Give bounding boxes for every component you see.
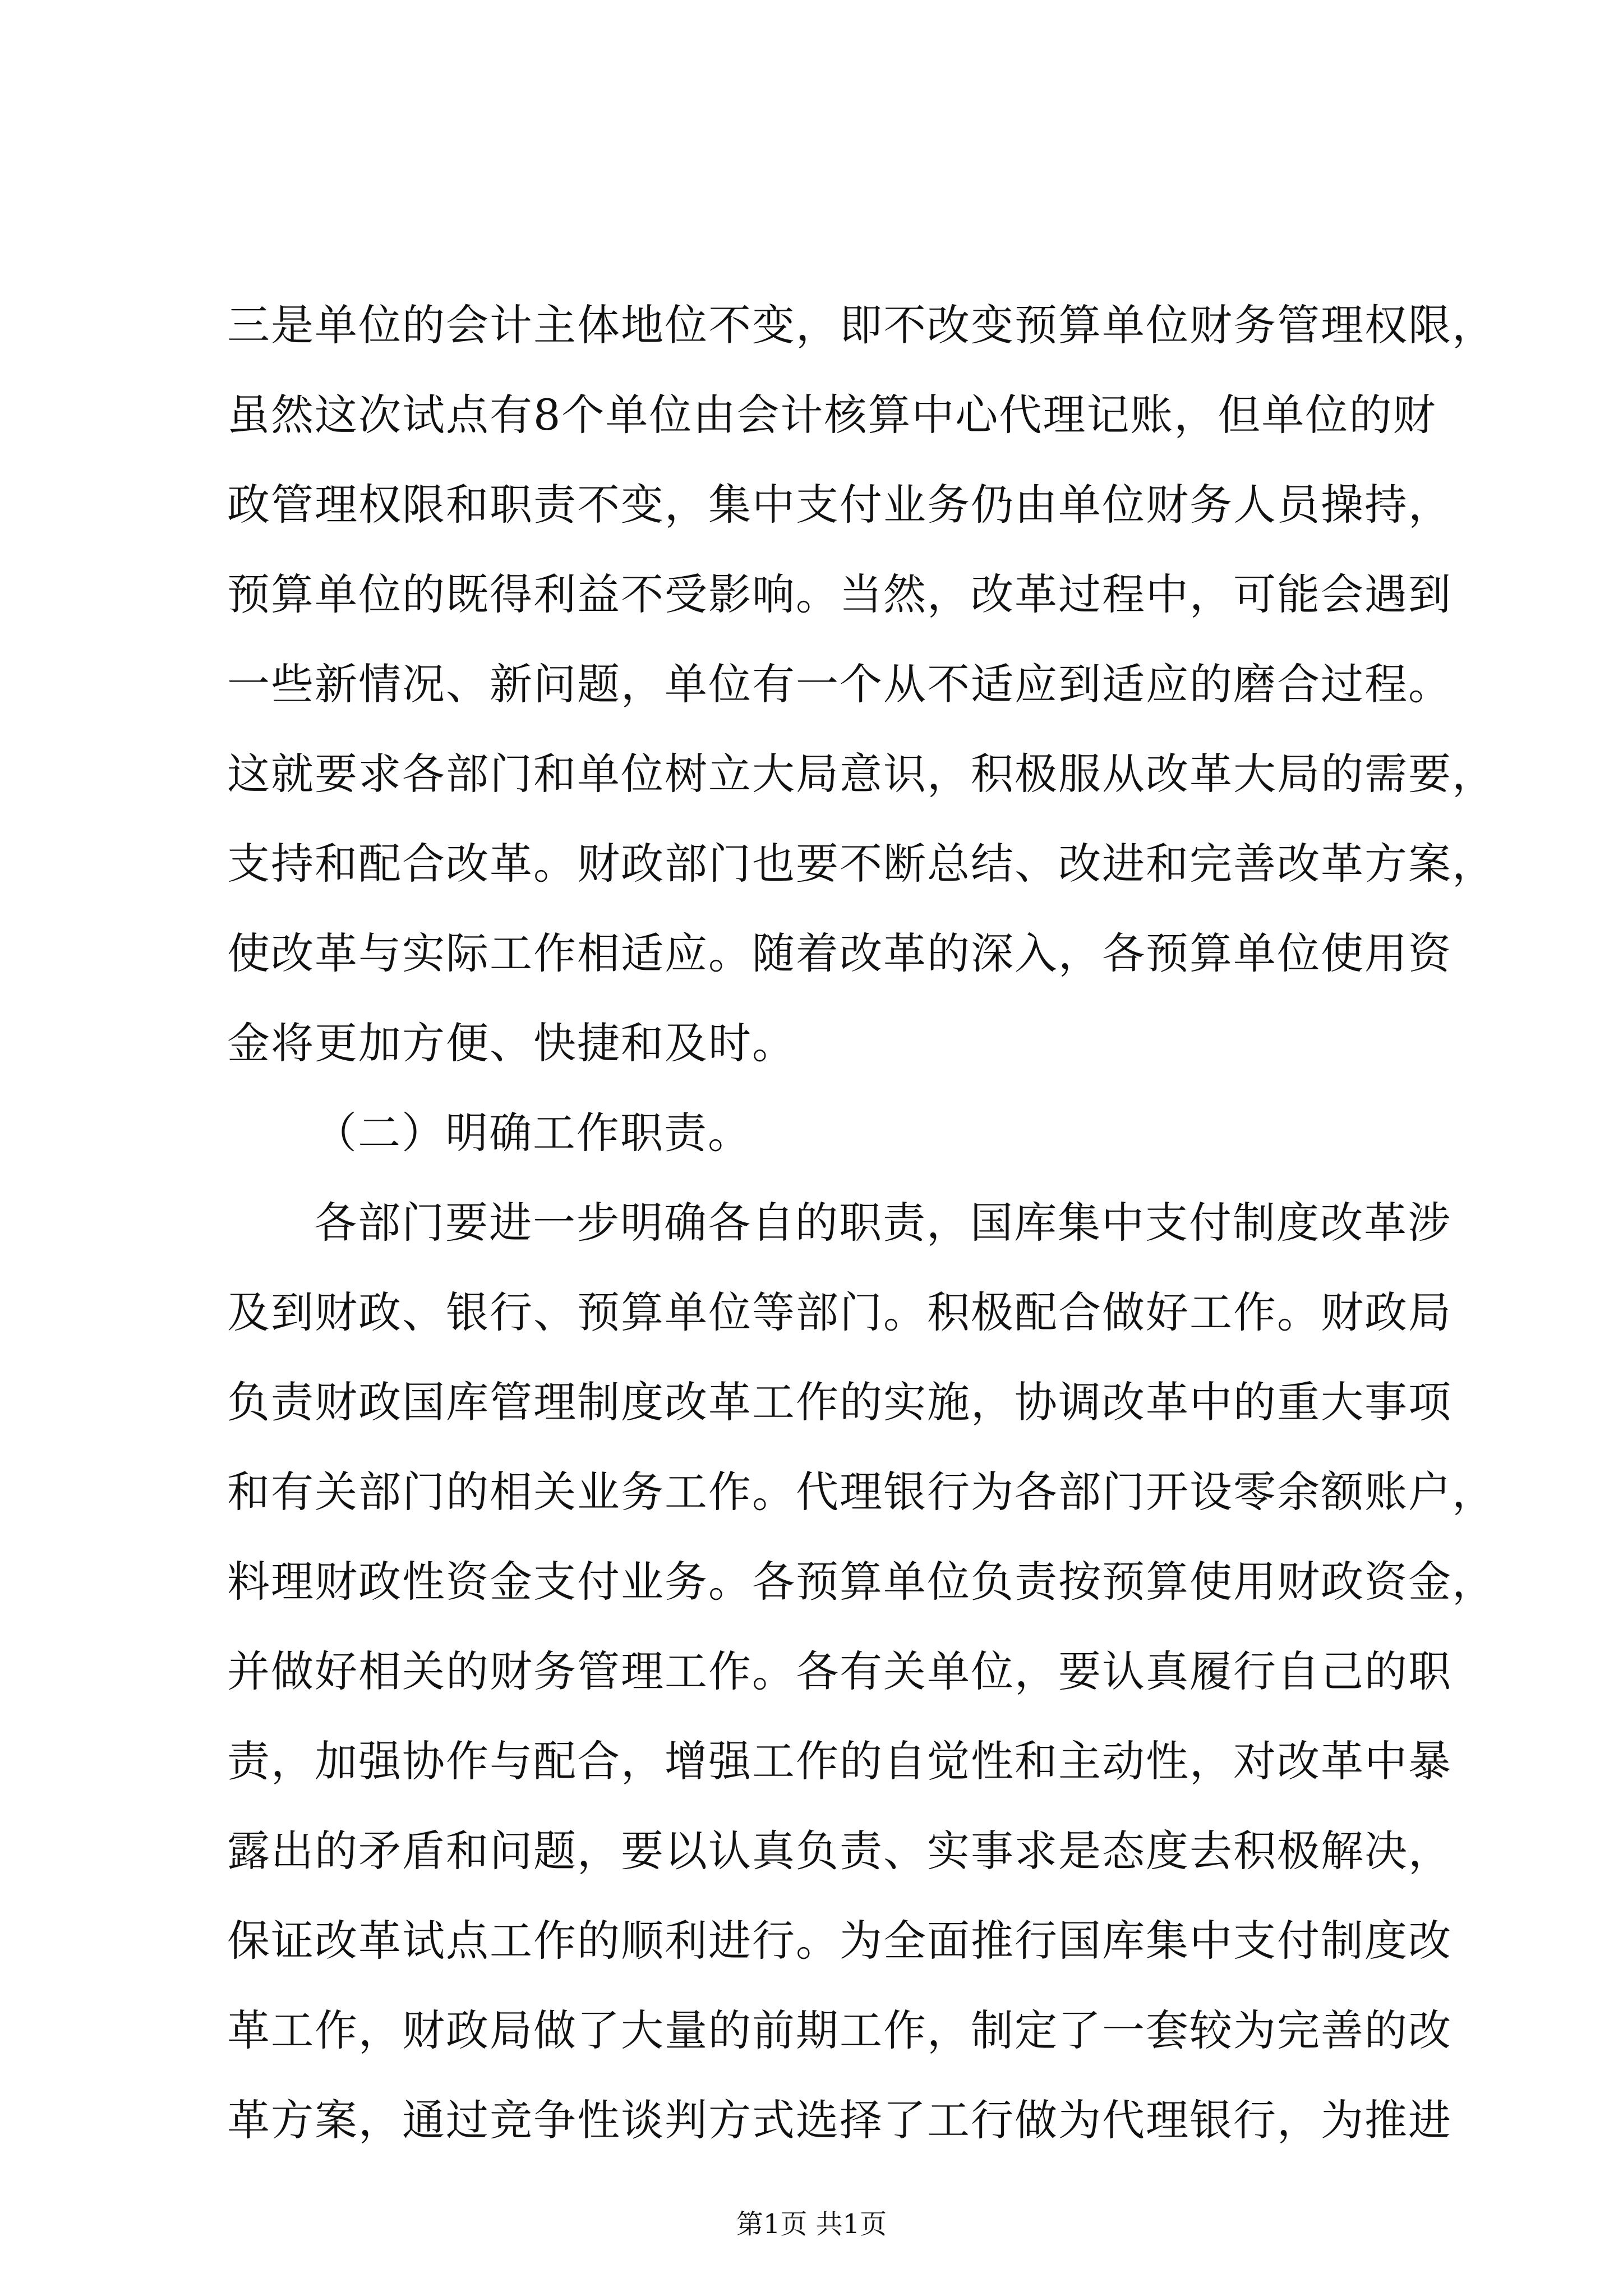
body-text-line: 各部门要进一步明确各自的职责，国库集中支付制度改革涉 — [314, 1198, 1451, 1248]
body-text-line: 革方案，通过竞争性谈判方式选择了工行做为代理银行，为推进 — [227, 2095, 1452, 2145]
body-text-line: 政管理权限和职责不变，集中支付业务仍由单位财务人员操持， — [227, 480, 1452, 530]
body-text-line: 一些新情况、新问题，单位有一个从不适应到适应的磨合过程。 — [227, 659, 1452, 709]
body-text-line: 并做好相关的财务管理工作。各有关单位，要认真履行自己的职 — [227, 1646, 1452, 1696]
page-footer: 第1页 共1页 — [736, 2208, 887, 2240]
body-text-line: 支持和配合改革。财政部门也要不断总结、改进和完善改革方案， — [227, 839, 1496, 889]
body-text-line: 虽然这次试点有8个单位由会计核算中心代理记账，但单位的财 — [227, 390, 1437, 440]
body-text-line: 露出的矛盾和问题，要以认真负责、实事求是态度去积极解决， — [227, 1826, 1452, 1876]
body-text-line: 负责财政国库管理制度改革工作的实施，协调改革中的重大事项 — [227, 1377, 1452, 1427]
body-text-line: 及到财政、银行、预算单位等部门。积极配合做好工作。财政局 — [227, 1287, 1452, 1337]
body-text-line: 使改革与实际工作相适应。随着改革的深入，各预算单位使用资 — [227, 928, 1452, 978]
body-text-line: 金将更加方便、快捷和及时。 — [227, 1018, 796, 1068]
body-text-line: 这就要求各部门和单位树立大局意识，积极服从改革大局的需要， — [227, 749, 1496, 799]
body-text-line: 责，加强协作与配合，增强工作的自觉性和主动性，对改革中暴 — [227, 1736, 1452, 1786]
body-text-line: 保证改革试点工作的顺利进行。为全面推行国库集中支付制度改 — [227, 1916, 1452, 1966]
body-text-line: 预算单位的既得利益不受影响。当然，改革过程中，可能会遇到 — [227, 569, 1452, 619]
body-text-line: 革工作，财政局做了大量的前期工作，制定了一套较为完善的改 — [227, 2005, 1452, 2055]
section-heading: （二）明确工作职责。 — [314, 1108, 751, 1158]
body-text-line: 和有关部门的相关业务工作。代理银行为各部门开设零余额账户， — [227, 1467, 1496, 1517]
body-text-line: 三是单位的会计主体地位不变，即不改变预算单位财务管理权限， — [227, 300, 1496, 350]
body-text-line: 料理财政性资金支付业务。各预算单位负责按预算使用财政资金， — [227, 1557, 1496, 1607]
